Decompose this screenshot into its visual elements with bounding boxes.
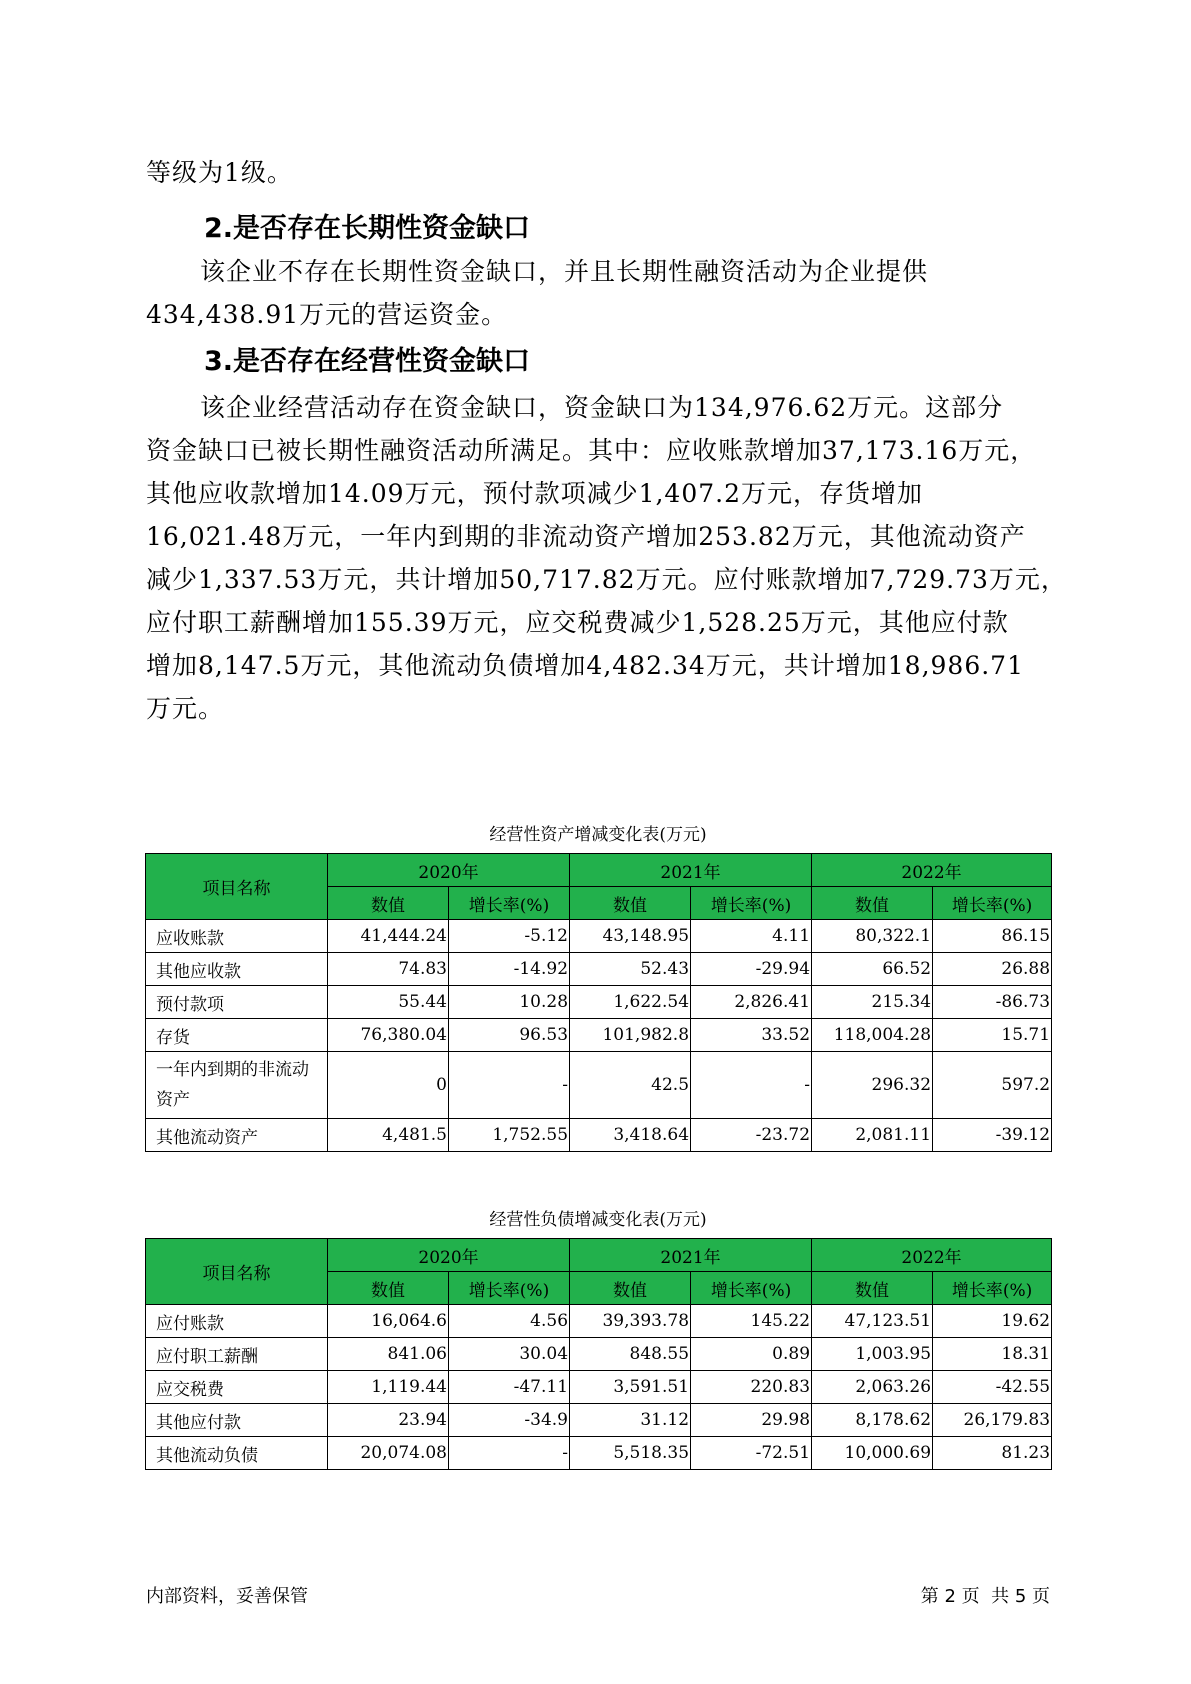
table-cell: 20,074.08	[328, 1437, 449, 1470]
row-label: 应付职工薪酬	[146, 1338, 328, 1371]
table-cell: 41,444.24	[328, 920, 449, 953]
table-cell: -	[449, 1052, 570, 1119]
table-cell: 4.11	[691, 920, 812, 953]
row-label: 预付款项	[146, 986, 328, 1019]
table-cell: 101,982.8	[570, 1019, 691, 1052]
table-cell: 31.12	[570, 1404, 691, 1437]
text-line: 应付职工薪酬增加155.39万元，应交税费减少1,528.25万元，其他应付款	[146, 608, 1009, 637]
table-cell: -72.51	[691, 1437, 812, 1470]
table-cell: 52.43	[570, 953, 691, 986]
column-header-year: 2021年	[570, 854, 812, 887]
column-header-name: 项目名称	[146, 854, 328, 920]
column-header-value: 数值	[812, 1272, 933, 1305]
intro-paragraph	[146, 151, 1046, 194]
table-row	[146, 1019, 1052, 1052]
table-cell: -23.72	[691, 1119, 812, 1152]
table-row	[146, 920, 1052, 953]
table-row	[146, 1305, 1052, 1338]
table-cell: 3,418.64	[570, 1119, 691, 1152]
table-cell: 215.34	[812, 986, 933, 1019]
table-row	[146, 1437, 1052, 1470]
text-line: 等级为1级。	[146, 158, 293, 187]
section-3-paragraph	[146, 386, 1067, 730]
table-cell: 74.83	[328, 953, 449, 986]
column-header-year: 2020年	[328, 854, 570, 887]
column-header-rate: 增长率(%)	[449, 1272, 570, 1305]
table-cell: 841.06	[328, 1338, 449, 1371]
row-label: 其他应付款	[146, 1404, 328, 1437]
table-cell: -	[691, 1052, 812, 1119]
table-cell: 4.56	[449, 1305, 570, 1338]
row-label: 一年内到期的非流动资产	[146, 1052, 328, 1119]
table-cell: 10,000.69	[812, 1437, 933, 1470]
column-header-rate: 增长率(%)	[449, 887, 570, 920]
column-header-value: 数值	[570, 887, 691, 920]
asset-change-table	[145, 853, 1052, 1152]
table-cell: -14.92	[449, 953, 570, 986]
column-header-year: 2022年	[812, 1239, 1052, 1272]
table-row	[146, 1052, 1052, 1119]
table-cell: -5.12	[449, 920, 570, 953]
row-label: 存货	[146, 1019, 328, 1052]
table-cell: 1,119.44	[328, 1371, 449, 1404]
row-label: 应交税费	[146, 1371, 328, 1404]
table-row	[146, 986, 1052, 1019]
table-cell: 19.62	[933, 1305, 1052, 1338]
text-line: 增加8,147.5万元，其他流动负债增加4,482.34万元，共计增加18,986.71	[146, 651, 1024, 680]
column-header-value: 数值	[812, 887, 933, 920]
table-header-row	[146, 1239, 1052, 1272]
table-cell: 47,123.51	[812, 1305, 933, 1338]
section-2-paragraph	[146, 250, 1046, 336]
table-cell: 8,178.62	[812, 1404, 933, 1437]
table-header-row	[146, 854, 1052, 887]
table-cell: 39,393.78	[570, 1305, 691, 1338]
table-cell: 30.04	[449, 1338, 570, 1371]
table-cell: 118,004.28	[812, 1019, 933, 1052]
section-2-heading: 2.是否存在长期性资金缺口	[204, 213, 531, 244]
row-label: 应付账款	[146, 1305, 328, 1338]
section-3-heading: 3.是否存在经营性资金缺口	[204, 346, 531, 377]
table-cell: 296.32	[812, 1052, 933, 1119]
table-cell: 42.5	[570, 1052, 691, 1119]
column-header-value: 数值	[570, 1272, 691, 1305]
row-label: 其他应收款	[146, 953, 328, 986]
table-cell: -	[449, 1437, 570, 1470]
table-cell: 86.15	[933, 920, 1052, 953]
table-cell: 5,518.35	[570, 1437, 691, 1470]
liability-change-table	[145, 1238, 1052, 1470]
table-cell: -34.9	[449, 1404, 570, 1437]
table-cell: 16,064.6	[328, 1305, 449, 1338]
table-row	[146, 1371, 1052, 1404]
table-cell: 18.31	[933, 1338, 1052, 1371]
text-line: 资金缺口已被长期性融资活动所满足。其中：应收账款增加37,173.16万元，	[146, 436, 1037, 465]
column-header-rate: 增长率(%)	[691, 1272, 812, 1305]
column-header-value: 数值	[328, 1272, 449, 1305]
table-cell: 1,752.55	[449, 1119, 570, 1152]
table-cell: 66.52	[812, 953, 933, 986]
table-cell: 26,179.83	[933, 1404, 1052, 1437]
table-cell: 26.88	[933, 953, 1052, 986]
column-header-rate: 增长率(%)	[933, 1272, 1052, 1305]
table-cell: 2,826.41	[691, 986, 812, 1019]
column-header-year: 2021年	[570, 1239, 812, 1272]
table-cell: -29.94	[691, 953, 812, 986]
row-label: 其他流动资产	[146, 1119, 328, 1152]
table-cell: 81.23	[933, 1437, 1052, 1470]
table-cell: -39.12	[933, 1119, 1052, 1152]
table-cell: 220.83	[691, 1371, 812, 1404]
table-row	[146, 1119, 1052, 1152]
table-cell: -42.55	[933, 1371, 1052, 1404]
text-line: 16,021.48万元，一年内到期的非流动资产增加253.82万元，其他流动资产	[146, 522, 1026, 551]
table-cell: 10.28	[449, 986, 570, 1019]
table-cell: 15.71	[933, 1019, 1052, 1052]
text-line: 该企业不存在长期性资金缺口，并且长期性融资活动为企业提供	[200, 257, 929, 286]
table-cell: 1,622.54	[570, 986, 691, 1019]
column-header-rate: 增长率(%)	[691, 887, 812, 920]
table-cell: 29.98	[691, 1404, 812, 1437]
row-label: 其他流动负债	[146, 1437, 328, 1470]
table-cell: 0.89	[691, 1338, 812, 1371]
table-cell: -86.73	[933, 986, 1052, 1019]
table-cell: 0	[328, 1052, 449, 1119]
table-cell: 55.44	[328, 986, 449, 1019]
text-line: 434,438.91万元的营运资金。	[146, 300, 508, 329]
column-header-year: 2020年	[328, 1239, 570, 1272]
table-cell: 33.52	[691, 1019, 812, 1052]
column-header-name: 项目名称	[146, 1239, 328, 1305]
table-cell: 2,081.11	[812, 1119, 933, 1152]
table-cell: 4,481.5	[328, 1119, 449, 1152]
table-row	[146, 953, 1052, 986]
table-cell: 848.55	[570, 1338, 691, 1371]
table-row	[146, 1404, 1052, 1437]
table-cell: 1,003.95	[812, 1338, 933, 1371]
table-cell: 80,322.1	[812, 920, 933, 953]
text-line: 万元。	[146, 694, 225, 723]
column-header-value: 数值	[328, 887, 449, 920]
table-cell: 96.53	[449, 1019, 570, 1052]
table-cell: 43,148.95	[570, 920, 691, 953]
table-cell: 145.22	[691, 1305, 812, 1338]
table-cell: 3,591.51	[570, 1371, 691, 1404]
text-line: 减少1,337.53万元，共计增加50,717.82万元。应付账款增加7,729.73万元，	[146, 565, 1067, 594]
footer-page-number: 第 2 页 共 5 页	[920, 1586, 1050, 1607]
column-header-year: 2022年	[812, 854, 1052, 887]
row-label: 应收账款	[146, 920, 328, 953]
table-cell: 597.2	[933, 1052, 1052, 1119]
text-line: 其他应收款增加14.09万元，预付款项减少1,407.2万元，存货增加	[146, 479, 923, 508]
table-2-caption: 经营性负债增减变化表(万元)	[489, 1210, 707, 1230]
table-cell: 76,380.04	[328, 1019, 449, 1052]
table-cell: 2,063.26	[812, 1371, 933, 1404]
table-cell: -47.11	[449, 1371, 570, 1404]
table-row	[146, 1338, 1052, 1371]
table-1-caption: 经营性资产增减变化表(万元)	[489, 825, 707, 845]
footer-confidential-note: 内部资料，妥善保管	[146, 1586, 308, 1607]
table-cell: 23.94	[328, 1404, 449, 1437]
column-header-rate: 增长率(%)	[933, 887, 1052, 920]
text-line: 该企业经营活动存在资金缺口，资金缺口为134,976.62万元。这部分	[200, 393, 1004, 422]
